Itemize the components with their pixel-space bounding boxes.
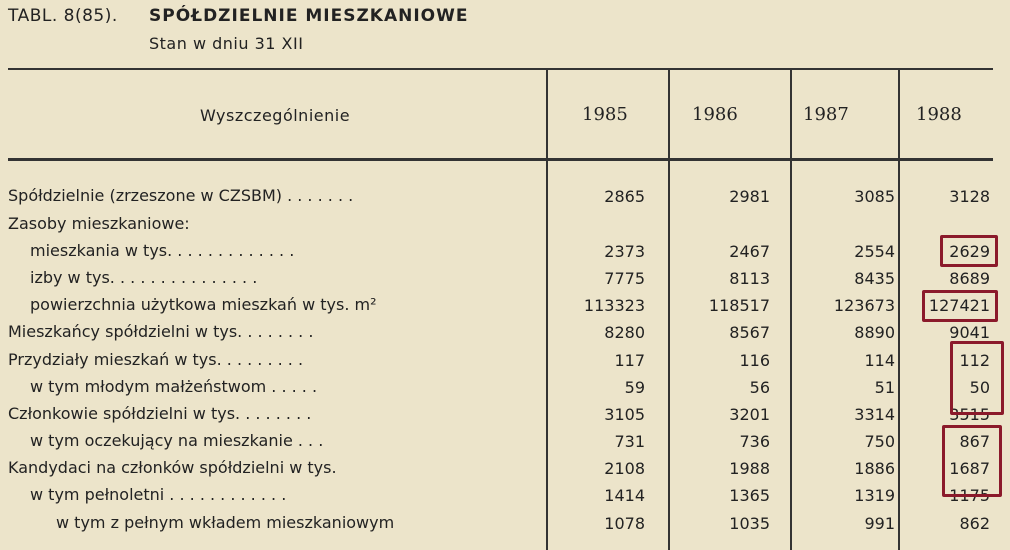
highlight-box [950,341,1004,415]
row-value: 59 [624,378,645,397]
highlight-box [922,290,998,322]
row-value: 113323 [583,296,645,315]
column-header-year: 1985 [582,104,628,125]
table-row [0,431,1010,455]
row-value: 862 [959,514,990,533]
row-value: 1035 [729,514,770,533]
table-row [0,322,1010,346]
table-row [0,350,1010,374]
row-value: 2467 [729,242,770,261]
row-value: 114 [864,351,895,370]
row-label: w tym pełnoletni . . . . . . . . . . . . [30,485,287,504]
table-row [0,458,1010,482]
row-value: 3314 [854,405,895,424]
table-row [0,268,1010,292]
row-label: Kandydaci na członków spółdzielni w tys. [8,458,337,477]
row-value: 3105 [604,405,645,424]
row-value: 750 [864,432,895,451]
row-label: powierzchnia użytkowa mieszkań w tys. m² [30,295,377,314]
row-value: 1319 [854,486,895,505]
row-value: 56 [749,378,770,397]
column-header-description: Wyszczególnienie [200,106,351,125]
row-value: 8113 [729,269,770,288]
row-label: w tym oczekujący na mieszkanie . . . [30,431,324,450]
header-rule [8,158,993,161]
row-value: 51 [874,378,895,397]
row-value: 2108 [604,459,645,478]
row-value: 8689 [949,269,990,288]
row-value: 1078 [604,514,645,533]
row-value: 1687 [949,459,990,478]
table-row [0,377,1010,401]
row-value: 1988 [729,459,770,478]
row-value: 3085 [854,187,895,206]
row-value: 2981 [729,187,770,206]
row-value: 1886 [854,459,895,478]
row-value: 8890 [854,323,895,342]
row-value: 1414 [604,486,645,505]
row-label: Mieszkańcy spółdzielni w tys. . . . . . . . [8,322,314,341]
highlight-box [942,425,1002,497]
row-value: 9041 [949,323,990,342]
top-rule [8,68,993,70]
row-value: 3128 [949,187,990,206]
row-label: w tym młodym małżeństwom . . . . . [30,377,318,396]
row-value: 867 [959,432,990,451]
row-value: 117 [614,351,645,370]
column-header-year: 1988 [916,104,962,125]
table-subtitle: Stan w dniu 31 XII [149,34,304,53]
table-row [0,241,1010,265]
row-value: 731 [614,432,645,451]
row-value: 1365 [729,486,770,505]
row-value: 112 [959,351,990,370]
row-value: 1175 [949,486,990,505]
table-row [0,214,1010,238]
row-value: 8280 [604,323,645,342]
row-value: 991 [864,514,895,533]
table-row [0,404,1010,428]
row-value: 127421 [928,296,990,315]
highlight-box [940,235,998,267]
row-value: 2554 [854,242,895,261]
row-value: 3201 [729,405,770,424]
row-value: 7775 [604,269,645,288]
row-value: 3515 [949,405,990,424]
column-header-year: 1986 [692,104,738,125]
table-code: TABL. 8(85). [8,6,118,26]
row-label: Spółdzielnie (zrzeszone w CZSBM) . . . . . . . [8,186,354,205]
row-value: 2629 [949,242,990,261]
row-label: mieszkania w tys. . . . . . . . . . . . . [30,241,295,260]
row-label: izby w tys. . . . . . . . . . . . . . . [30,268,258,287]
row-value: 2373 [604,242,645,261]
table-row [0,485,1010,509]
row-label: Przydziały mieszkań w tys. . . . . . . . . [8,350,304,369]
column-header-year: 1987 [803,104,849,125]
row-label: Członkowie spółdzielni w tys. . . . . . . . [8,404,312,423]
row-value: 8435 [854,269,895,288]
table-row [0,186,1010,210]
row-value: 123673 [833,296,895,315]
row-label: Zasoby mieszkaniowe: [8,214,190,233]
row-value: 736 [739,432,770,451]
table-title: SPÓŁDZIELNIE MIESZKANIOWE [149,6,469,26]
row-value: 116 [739,351,770,370]
row-value: 8567 [729,323,770,342]
table-row [0,295,1010,319]
row-label: w tym z pełnym wkładem mieszkaniowym [56,513,395,532]
table-row [0,513,1010,537]
row-value: 118517 [708,296,770,315]
row-value: 2865 [604,187,645,206]
row-value: 50 [969,378,990,397]
